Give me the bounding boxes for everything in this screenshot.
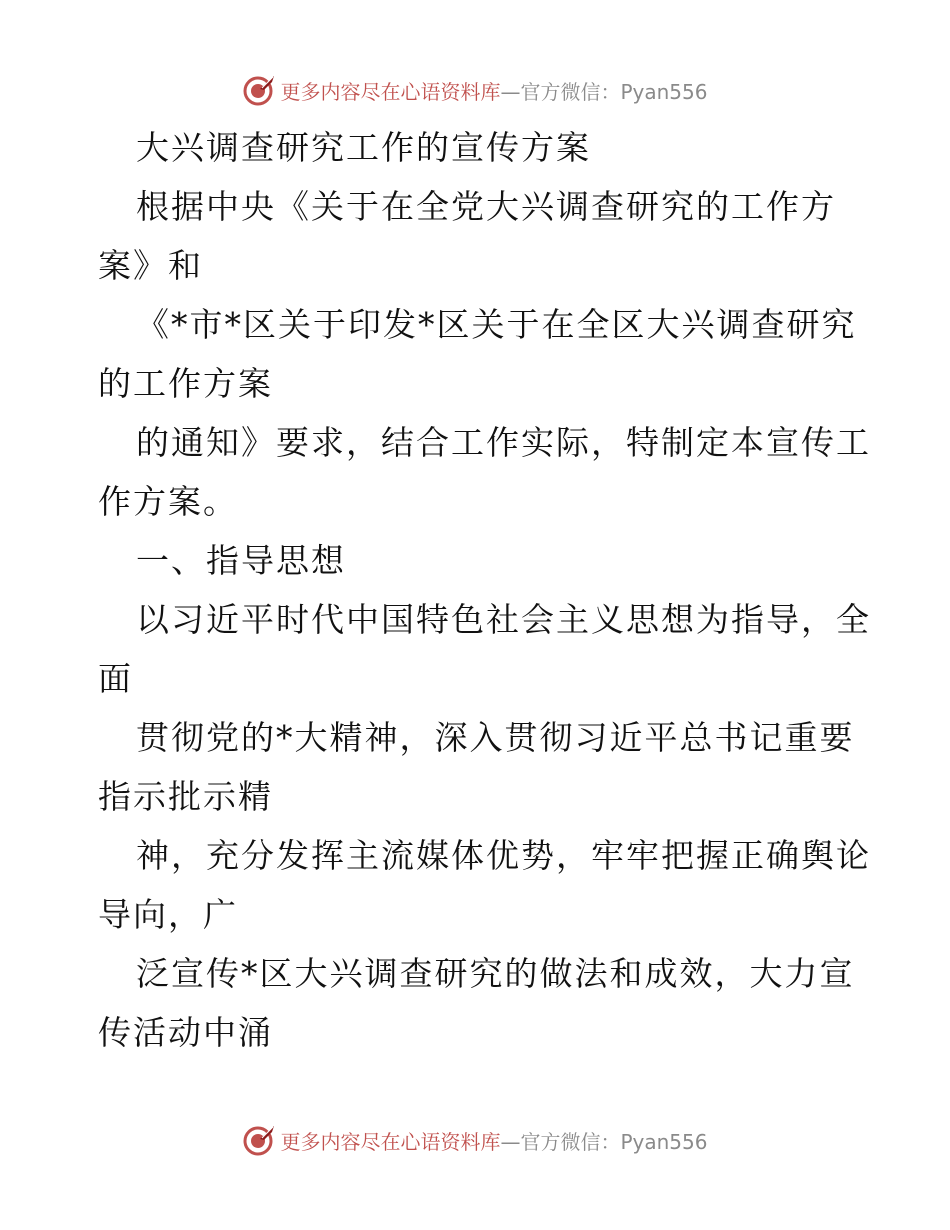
paragraph-line: 根据中央《关于在全党大兴调查研究的工作方 bbox=[136, 187, 836, 226]
paragraph-line: 传活动中涌 bbox=[98, 1013, 273, 1052]
paragraph-line: 泛宣传*区大兴调查研究的做法和成效，大力宣 bbox=[136, 954, 855, 993]
watermark-text: 更多内容尽在心语资料库—官方微信：Pyan556 bbox=[280, 1129, 708, 1154]
document-title: 大兴调查研究工作的宣传方案 bbox=[136, 128, 591, 167]
paragraph-line: 神，充分发挥主流媒体优势，牢牢把握正确舆论 bbox=[136, 836, 871, 875]
quill-logo-icon bbox=[242, 73, 276, 107]
paragraph-line: 案》和 bbox=[98, 246, 203, 285]
paragraph-line: 的工作方案 bbox=[98, 364, 273, 403]
paragraph-line: 面 bbox=[98, 659, 133, 698]
quill-logo-icon bbox=[242, 1123, 276, 1157]
paragraph-line: 作方案。 bbox=[98, 482, 238, 521]
paragraph-line: 以习近平时代中国特色社会主义思想为指导，全 bbox=[136, 600, 871, 639]
watermark-text: 更多内容尽在心语资料库—官方微信：Pyan556 bbox=[280, 79, 708, 104]
paragraph-line: 贯彻党的*大精神，深入贯彻习近平总书记重要 bbox=[136, 718, 855, 757]
paragraph-line: 导向，广 bbox=[98, 895, 238, 934]
paragraph-line: 《*市*区关于印发*区关于在全区大兴调查研究 bbox=[136, 305, 857, 344]
paragraph-line: 的通知》要求，结合工作实际，特制定本宣传工 bbox=[136, 423, 871, 462]
footer-watermark bbox=[0, 1120, 950, 1160]
section-heading: 一、指导思想 bbox=[136, 541, 346, 580]
header-watermark bbox=[0, 70, 950, 110]
paragraph-line: 指示批示精 bbox=[98, 777, 273, 816]
document-body bbox=[98, 118, 871, 1062]
